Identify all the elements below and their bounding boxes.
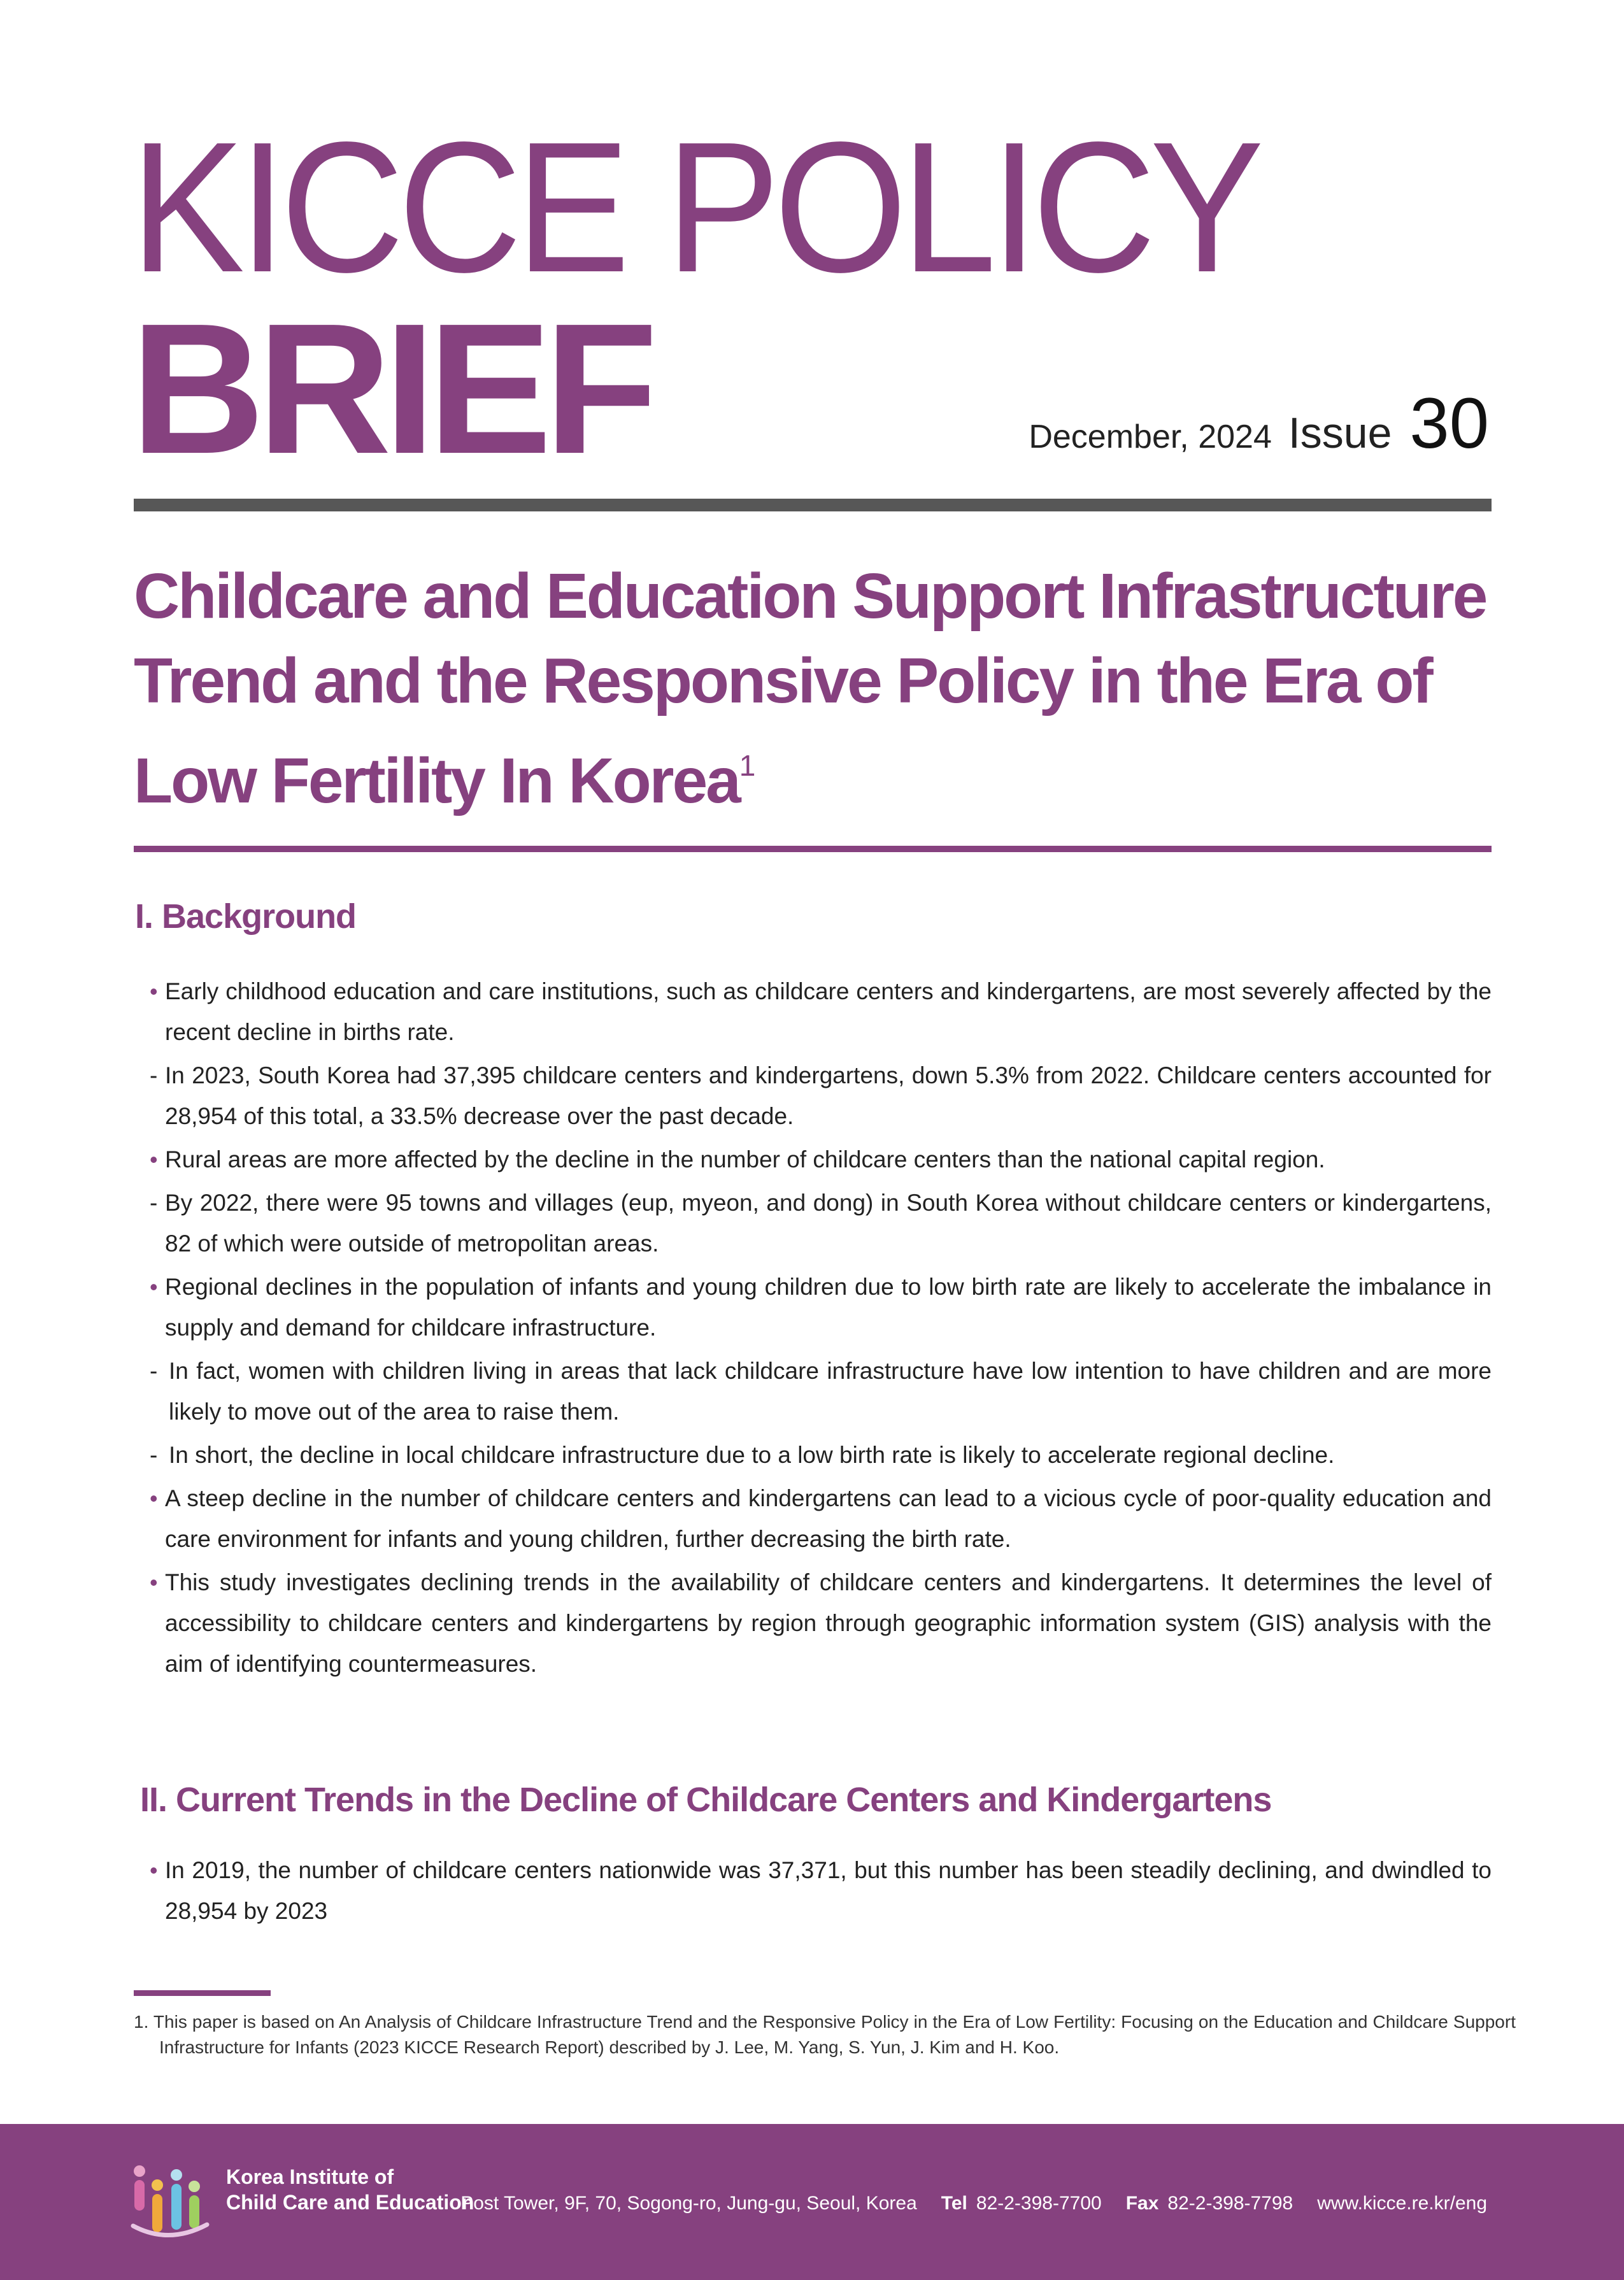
footnote: 1. This paper is based on An Analysis of Childcare Infrastructure Trend and the Responsive Policy in the Era of Low Fertility: Focusing on the Education and Childcare Support Infrastructure for Infants (2023 KICCE Research Report) described by J. Lee, M. Yang, S. Yun, J. Kim and H. Koo. bbox=[134, 2012, 1516, 2057]
list-item: • Regional declines in the population of infants and young children due to low birth rate are likely to accelerate the imbalance in supply and demand for childcare infrastructure. bbox=[150, 1267, 1492, 1348]
footnote-divider bbox=[134, 1990, 271, 1996]
list-item: - By 2022, there were 95 towns and villages (eup, myeon, and dong) in South Korea without childcare centers or kindergartens, 82 of which were outside of metropolitan areas. bbox=[150, 1183, 1492, 1264]
org-name-line2: Child Care and Education bbox=[226, 2191, 474, 2214]
list-item: - In 2023, South Korea had 37,395 childcare centers and kindergartens, down 5.3% from 2022. Childcare centers accounted for 28,954 of this total, a 33.5% decrease over the past decade. bbox=[150, 1055, 1492, 1137]
headline-footnote-marker[interactable]: 1 bbox=[739, 749, 756, 782]
list-item: • This study investigates declining trends in the availability of childcare centers and kindergartens. It determines the level of accessibility to childcare centers and kindergartens by region through geographic information system (GIS) analysis with the aim of identifying countermeasures. bbox=[150, 1562, 1492, 1685]
headline-text: Childcare and Education Support Infrastructure Trend and the Responsive Policy in the Era of Low Fertility In Korea bbox=[134, 560, 1486, 816]
list-item: • A steep decline in the number of childcare centers and kindergartens can lead to a vicious cycle of poor-quality education and care environment for infants and young children, further decreasing the birth rate. bbox=[150, 1478, 1492, 1560]
issue-date: December, 2024 bbox=[1029, 418, 1272, 455]
list-item: • Early childhood education and care institutions, such as childcare centers and kindergartens, are most severely affected by the recent decline in births rate. bbox=[150, 971, 1492, 1053]
list-item: • Rural areas are more affected by the decline in the number of childcare centers than the national capital region. bbox=[150, 1139, 1492, 1180]
masthead-title-line1: KICCE POLICY bbox=[131, 103, 1258, 311]
current-trends-list bbox=[150, 1850, 1492, 1934]
list-item: - In fact, women with children living in areas that lack childcare infrastructure have low intention to have children and are more likely to move out of the area to raise them. bbox=[150, 1351, 1492, 1432]
contact-info bbox=[460, 2191, 1487, 2216]
website-link[interactable]: www.kicce.re.kr/eng bbox=[1317, 2193, 1487, 2214]
tel-label: Tel bbox=[941, 2193, 967, 2214]
list-item: - In short, the decline in local childcare infrastructure due to a low birth rate is likely to accelerate regional decline. bbox=[150, 1435, 1492, 1476]
issue-number: 30 bbox=[1409, 383, 1489, 463]
masthead-divider bbox=[134, 499, 1492, 511]
background-list bbox=[150, 971, 1492, 1687]
issue-label: Issue bbox=[1288, 409, 1392, 457]
masthead-title-line2: BRIEF bbox=[131, 285, 650, 492]
section-title-current-trends: II. Current Trends in the Decline of Childcare Centers and Kindergartens bbox=[140, 1781, 1272, 1819]
fax bbox=[1126, 2191, 1293, 2216]
headline-divider bbox=[134, 846, 1492, 852]
address: Post Tower, 9F, 70, Sogong-ro, Jung-gu, Seoul, Korea bbox=[460, 2193, 917, 2214]
kicce-logo-icon bbox=[131, 2156, 220, 2245]
organization-name bbox=[226, 2164, 474, 2215]
telephone bbox=[941, 2191, 1102, 2216]
issue-info bbox=[1029, 382, 1489, 464]
list-item: • In 2019, the number of childcare centers nationwide was 37,371, but this number has been steadily declining, and dwindled to 28,954 by 2023 bbox=[150, 1850, 1492, 1932]
tel-number: 82-2-398-7700 bbox=[976, 2193, 1102, 2214]
fax-number: 82-2-398-7798 bbox=[1167, 2193, 1293, 2214]
org-name-line1: Korea Institute of bbox=[226, 2165, 394, 2188]
article-headline bbox=[134, 554, 1509, 823]
fax-label: Fax bbox=[1125, 2193, 1159, 2214]
section-title-background: I. Background bbox=[135, 897, 357, 936]
